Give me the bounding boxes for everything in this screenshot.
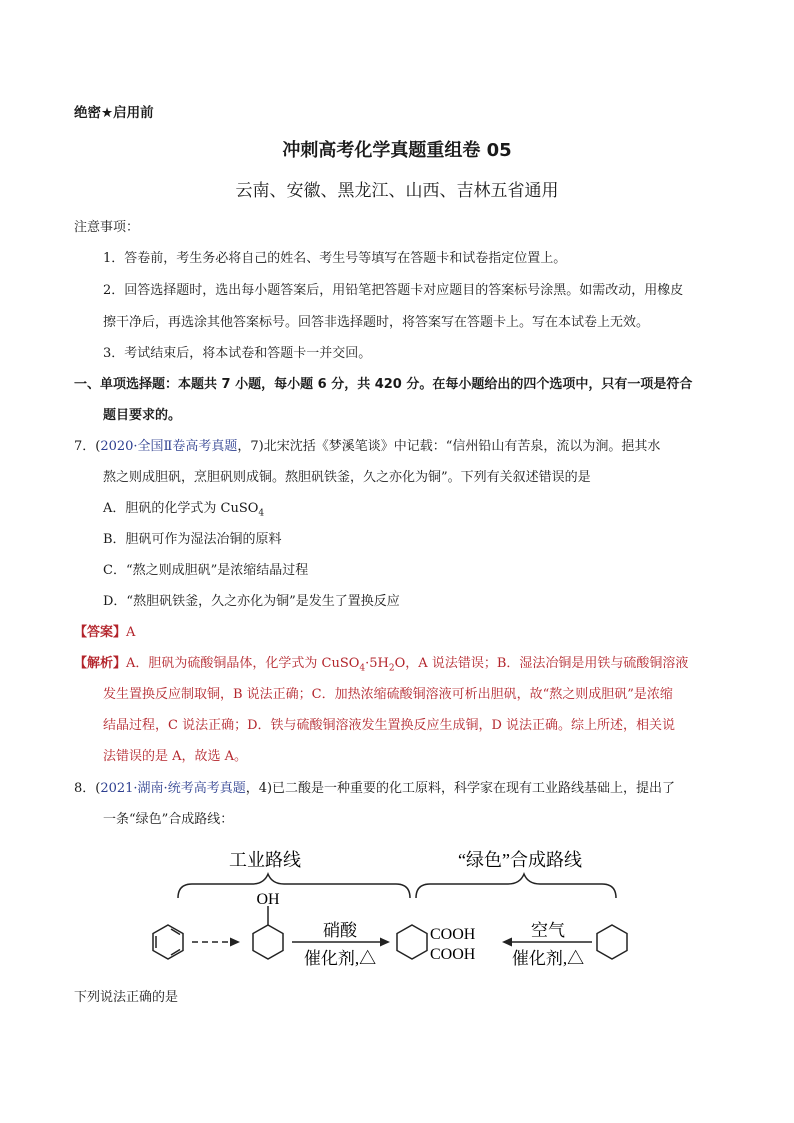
- cyclohexane-structure: [597, 925, 627, 959]
- section-heading-cont: 题目要求的。: [103, 408, 182, 423]
- answer-label: 【答案】: [74, 625, 127, 640]
- question-8-source: 2021·湖南·统考高考真题: [100, 781, 246, 796]
- question-7-analysis-4: 法错误的是 A，故选 A。: [103, 749, 248, 764]
- carboxyl-label-1: COOH: [430, 926, 476, 943]
- notice-item-1: 1．答卷前，考生务必将自己的姓名、考生号等填写在答题卡和试卷指定位置上。: [103, 251, 567, 266]
- benzene-structure: [153, 925, 183, 959]
- question-7-text-2: 熬之则成胆矾，烹胆矾则成铜。熬胆矾铁釜，久之亦化为铜”。下列有关叙述错误的是: [103, 470, 591, 485]
- page-subtitle: 云南、安徽、黑龙江、山西、吉林五省通用: [235, 181, 559, 201]
- question-8-text-2: 一条“绿色”合成路线：: [103, 812, 234, 827]
- question-7-analysis-3: 结晶过程，C 说法正确；D．铁与硫酸铜溶液发生置换反应生成铜，D 说法正确。综上所述，相关说: [103, 718, 676, 733]
- question-7-option-c: C．“熬之则成胆矾”是浓缩结晶过程: [103, 563, 309, 578]
- dashed-arrow: [192, 938, 240, 947]
- reagent-nitric-acid: 硝酸: [323, 921, 357, 940]
- notice-item-2: 2．回答选择题时，选出每小题答案后，用铅笔把答题卡对应题目的答案标号涂黑。如需改动，用橡皮: [103, 283, 684, 298]
- question-7-option-b: B．胆矾可作为湿法冶铜的原料: [103, 532, 282, 547]
- question-7-option-a: A．胆矾的化学式为 CuSO$_4$: [103, 501, 265, 519]
- question-7-stem: [74, 439, 660, 455]
- question-8-text-1: 已二酸是一种重要的化工原料，科学家在现有工业路线基础上，提出了: [272, 781, 676, 796]
- cyclohexanol-structure: [253, 906, 283, 959]
- industrial-route-brace: [178, 874, 410, 898]
- confidential-label: 绝密★启用前: [74, 105, 154, 121]
- question-7-answer: [74, 625, 135, 641]
- question-7-source: 2020·全国Ⅱ卷高考真题: [100, 439, 238, 454]
- question-7-text-1: 北宋沈括《梦溪笔谈》中记载：“信州铅山有苦泉，流以为涧。挹其水: [263, 439, 661, 454]
- answer-value: A: [126, 625, 136, 640]
- green-route-brace: [416, 874, 616, 898]
- analysis-label: 【解析】: [74, 656, 127, 671]
- question-7-analysis-1: 【解析】A．胆矾为硫酸铜晶体，化学式为 $CuSO_4\cdot 5H_2O$，A 说法错误；B．湿法冶铜是用铁与硫酸铜溶液: [74, 656, 689, 674]
- adipic-acid-structure: [397, 925, 427, 959]
- reagent-catalyst-heat-2: 催化剂,△: [511, 949, 585, 968]
- hydroxyl-label: OH: [256, 891, 280, 908]
- carboxyl-label-2: COOH: [430, 946, 476, 963]
- question-8-number: 8．(: [74, 781, 101, 796]
- synthesis-route-diagram: [140, 840, 640, 980]
- question-7-number: 7．(: [74, 439, 101, 454]
- question-8-prompt: 下列说法正确的是: [74, 990, 179, 1005]
- reagent-catalyst-heat: 催化剂,△: [303, 949, 377, 968]
- section-heading: 一、单项选择题：本题共 7 小题，每小题 6 分，共 420 分。在每小题给出的四个选项中，只有一项是符合: [74, 377, 693, 392]
- question-7-option-d: D．“熬胆矾铁釜，久之亦化为铜”是发生了置换反应: [103, 594, 400, 609]
- page-title: 冲刺高考化学真题重组卷 05: [282, 140, 512, 161]
- notice-item-2-cont: 擦干净后，再选涂其他答案标号。回答非选择题时，将答案写在答题卡上。写在本试卷上无效。: [103, 315, 650, 330]
- notice-item-3: 3．考试结束后，将本试卷和答题卡一并交回。: [103, 346, 372, 361]
- question-7-source-tail: ，7): [237, 439, 264, 454]
- question-8-stem: [74, 781, 675, 797]
- question-7-analysis-2: 发生置换反应制取铜，B 说法正确；C．加热浓缩硫酸铜溶液可析出胆矾，故“熬之则成胆矾”是浓缩: [103, 687, 673, 702]
- industrial-route-label: 工业路线: [229, 850, 301, 870]
- green-route-label: “绿色”合成路线: [458, 850, 582, 870]
- notice-heading: 注意事项：: [74, 220, 140, 235]
- reagent-air: 空气: [531, 921, 565, 940]
- question-8-source-tail: ，4): [245, 781, 273, 796]
